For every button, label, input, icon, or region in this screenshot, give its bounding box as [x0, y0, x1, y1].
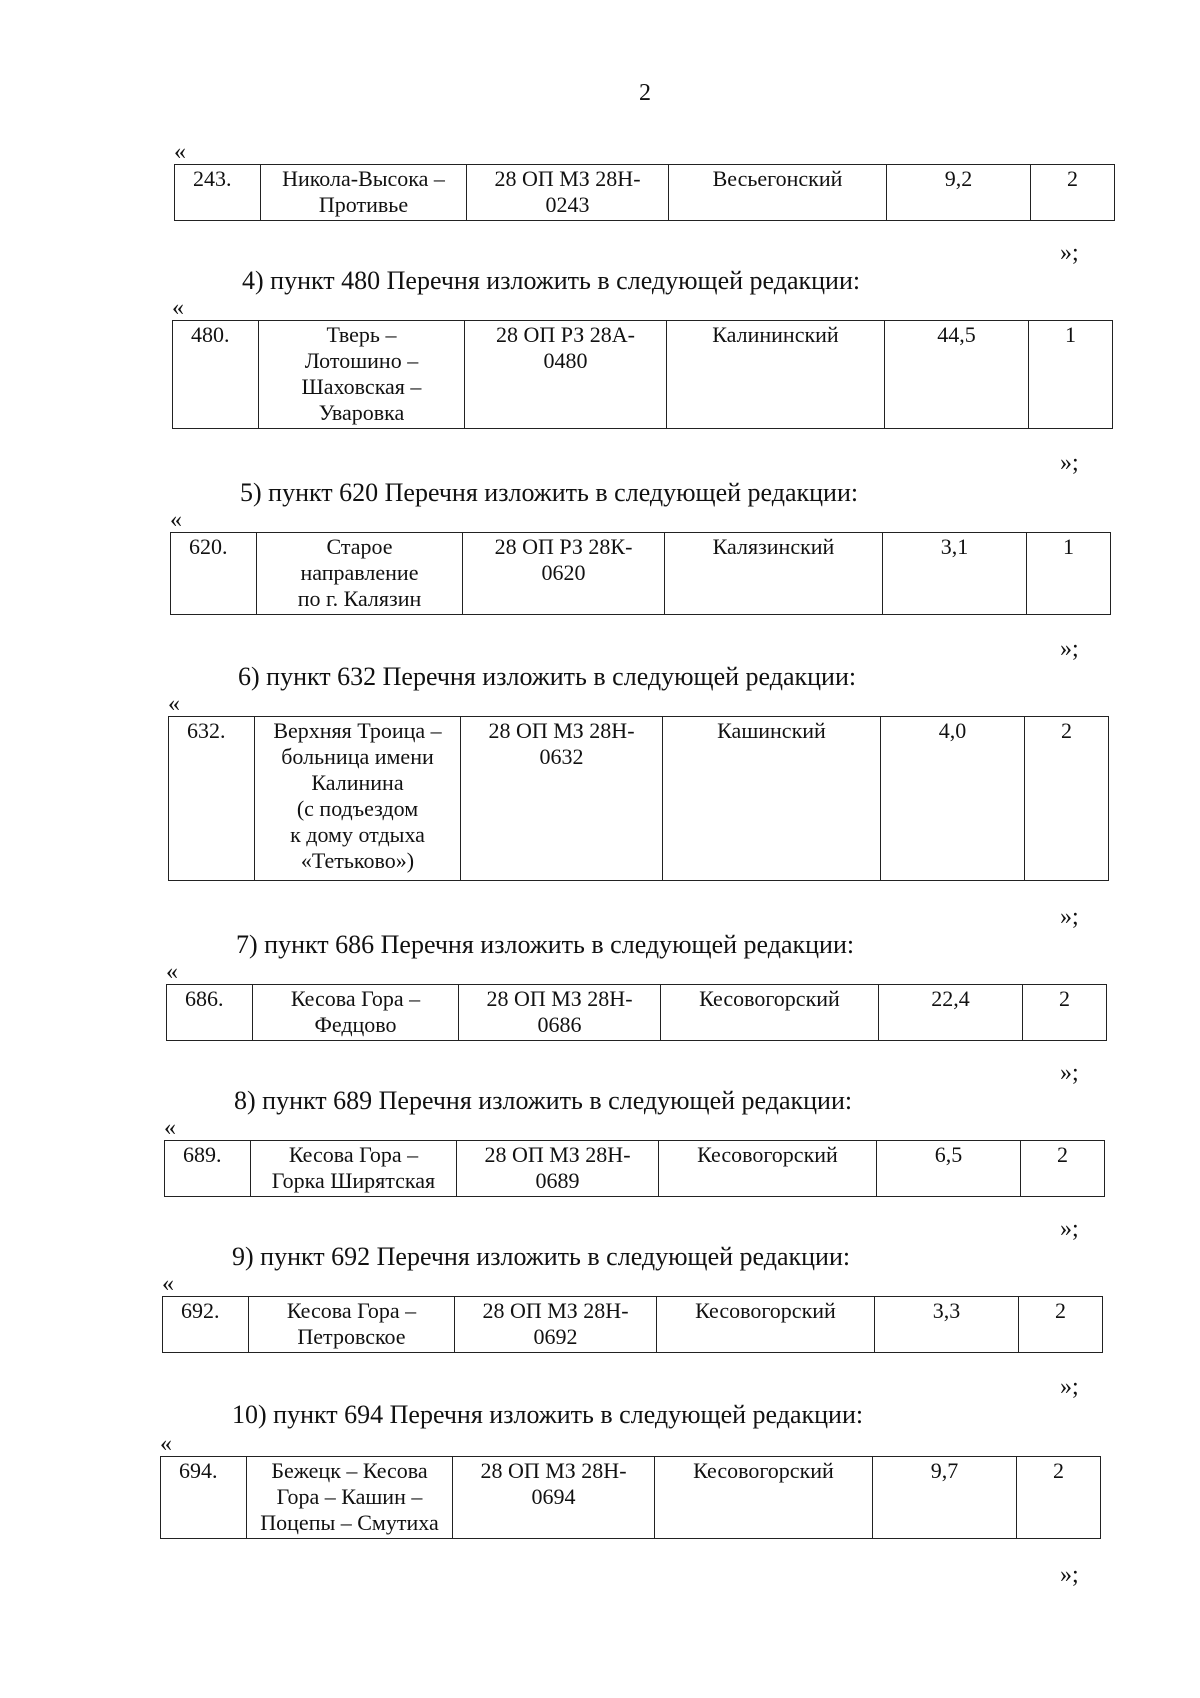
road-name-line: Горка Ширятская: [271, 1168, 436, 1193]
cell-category: 1: [1027, 533, 1111, 615]
table-row: [163, 1297, 1103, 1353]
road-code-line: 28 ОП РЗ 28А-: [495, 322, 635, 347]
road-name-line: Кесова Гора –: [286, 1298, 417, 1323]
cell-road-code: [453, 1457, 655, 1539]
road-name-line: Бежецк – Кесова: [271, 1458, 428, 1483]
cell-district: Кесовогорский: [661, 985, 879, 1041]
cell-length: 9,2: [887, 165, 1031, 221]
road-name-line: Петровское: [297, 1324, 406, 1349]
cell-length: 4,0: [881, 717, 1025, 881]
cell-category: 2: [1019, 1297, 1103, 1353]
road-name-line: больница имени: [281, 744, 434, 769]
cell-length: 3,1: [883, 533, 1027, 615]
cell-number: 689.: [165, 1141, 251, 1197]
cell-number: 243.: [175, 165, 261, 221]
cell-number: 692.: [163, 1297, 249, 1353]
cell-length: 9,7: [873, 1457, 1017, 1539]
road-name-line: Кесова Гора –: [290, 986, 421, 1011]
cell-number: 480.: [173, 321, 259, 429]
table-row: [169, 717, 1109, 881]
opening-quote: «: [170, 507, 182, 533]
entry-table: [166, 984, 1107, 1041]
road-name-line: направление: [300, 560, 419, 585]
cell-road-name: [251, 1141, 457, 1197]
road-code-line: 0632: [539, 744, 584, 769]
entry-block: [172, 296, 1113, 429]
cell-category: 2: [1025, 717, 1109, 881]
opening-quote: «: [166, 959, 178, 985]
cell-category: 2: [1023, 985, 1107, 1041]
road-name-line: Федцово: [314, 1012, 397, 1037]
road-name-line: Верхняя Троица –: [273, 718, 442, 743]
cell-number: 686.: [167, 985, 253, 1041]
closing-quote: »;: [1060, 1060, 1079, 1086]
road-code-line: 0243: [545, 192, 590, 217]
entry-table: [160, 1456, 1101, 1539]
amendment-heading: 5) пункт 620 Перечня изложить в следующей редакции:: [240, 478, 859, 507]
closing-quote: »;: [1060, 450, 1079, 476]
closing-quote: »;: [1060, 1374, 1079, 1400]
cell-road-code: [461, 717, 663, 881]
closing-quote: »;: [1060, 636, 1079, 662]
road-code-line: 0689: [535, 1168, 580, 1193]
road-code-line: 28 ОП МЗ 28Н-: [482, 1298, 629, 1323]
closing-quote: »;: [1060, 240, 1079, 266]
cell-district: Кашинский: [663, 717, 881, 881]
entry-block: [170, 508, 1111, 615]
road-code-line: 28 ОП МЗ 28Н-: [486, 986, 633, 1011]
table-row: [173, 321, 1113, 429]
cell-road-name: [257, 533, 463, 615]
entry-block: [162, 1272, 1103, 1353]
closing-quote: »;: [1060, 1562, 1079, 1588]
table-row: [165, 1141, 1105, 1197]
table-row: [171, 533, 1111, 615]
entry-table: [164, 1140, 1105, 1197]
road-name-line: по г. Калязин: [297, 586, 422, 611]
amendment-heading: 8) пункт 689 Перечня изложить в следующей редакции:: [234, 1086, 853, 1115]
road-name-line: Тверь –: [326, 322, 397, 347]
entry-table: [162, 1296, 1103, 1353]
cell-road-code: [459, 985, 661, 1041]
road-code-line: 0692: [533, 1324, 578, 1349]
opening-quote: «: [168, 691, 180, 717]
road-name-line: Уваровка: [318, 400, 405, 425]
cell-district: Кесовогорский: [659, 1141, 877, 1197]
cell-road-name: [249, 1297, 455, 1353]
road-name-line: Шаховская –: [301, 374, 422, 399]
table-row: [161, 1457, 1101, 1539]
road-name-line: Калинина: [311, 770, 404, 795]
cell-road-code: [455, 1297, 657, 1353]
road-code-line: 28 ОП МЗ 28Н-: [488, 718, 635, 743]
cell-district: Калининский: [667, 321, 885, 429]
amendment-heading: 6) пункт 632 Перечня изложить в следующей редакции:: [238, 662, 857, 691]
road-code-line: 0694: [531, 1484, 576, 1509]
cell-road-code: [463, 533, 665, 615]
road-name-line: Кесова Гора –: [288, 1142, 419, 1167]
road-name-line: Никола-Высока –: [282, 166, 445, 191]
page-number: 2: [639, 80, 651, 106]
cell-category: 1: [1029, 321, 1113, 429]
cell-category: 2: [1017, 1457, 1101, 1539]
road-name-line: Лотошино –: [304, 348, 419, 373]
road-name-line: Гора – Кашин –: [276, 1484, 423, 1509]
cell-road-code: [467, 165, 669, 221]
road-code-line: 0480: [543, 348, 588, 373]
opening-quote: «: [174, 139, 186, 165]
entry-table: [174, 164, 1115, 221]
road-code-line: 28 ОП МЗ 28Н-: [484, 1142, 631, 1167]
entry-block: [168, 692, 1109, 881]
cell-length: 44,5: [885, 321, 1029, 429]
road-code-line: 28 ОП РЗ 28К-: [494, 534, 633, 559]
closing-quote: »;: [1060, 1216, 1079, 1242]
road-name-line: к дому отдыха: [290, 822, 425, 847]
opening-quote: «: [172, 295, 184, 321]
cell-district: Кесовогорский: [655, 1457, 873, 1539]
amendment-heading: 10) пункт 694 Перечня изложить в следующей редакции:: [232, 1400, 864, 1429]
entry-block: [174, 140, 1115, 221]
closing-quote: »;: [1060, 904, 1079, 930]
cell-district: Весьегонский: [669, 165, 887, 221]
entry-block: [164, 1116, 1105, 1197]
cell-length: 22,4: [879, 985, 1023, 1041]
road-name-line: «Тетьково»): [300, 848, 415, 873]
entry-block: [166, 960, 1107, 1041]
road-code-line: 28 ОП МЗ 28Н-: [480, 1458, 627, 1483]
cell-number: 694.: [161, 1457, 247, 1539]
cell-road-name: [247, 1457, 453, 1539]
road-code-line: 28 ОП МЗ 28Н-: [494, 166, 641, 191]
cell-road-name: [255, 717, 461, 881]
cell-number: 620.: [171, 533, 257, 615]
cell-road-code: [465, 321, 667, 429]
opening-quote: «: [164, 1115, 176, 1141]
cell-category: 2: [1021, 1141, 1105, 1197]
entry-table: [170, 532, 1111, 615]
entry-block: [160, 1432, 1101, 1539]
cell-road-name: [259, 321, 465, 429]
road-name-line: Старое: [326, 534, 393, 559]
cell-district: Калязинский: [665, 533, 883, 615]
road-name-line: (с подъездом: [296, 796, 419, 821]
opening-quote: «: [162, 1271, 174, 1297]
cell-category: 2: [1031, 165, 1115, 221]
amendment-heading: 9) пункт 692 Перечня изложить в следующей редакции:: [232, 1242, 851, 1271]
opening-quote: «: [160, 1431, 172, 1457]
amendment-heading: 4) пункт 480 Перечня изложить в следующей редакции:: [242, 266, 861, 295]
cell-length: 6,5: [877, 1141, 1021, 1197]
amendment-heading: 7) пункт 686 Перечня изложить в следующей редакции:: [236, 930, 855, 959]
cell-road-name: [261, 165, 467, 221]
road-code-line: 0686: [537, 1012, 582, 1037]
road-name-line: Поцепы – Смутиха: [260, 1510, 439, 1535]
table-row: [175, 165, 1115, 221]
cell-length: 3,3: [875, 1297, 1019, 1353]
road-code-line: 0620: [541, 560, 586, 585]
table-row: [167, 985, 1107, 1041]
cell-road-name: [253, 985, 459, 1041]
road-name-line: Противье: [318, 192, 409, 217]
cell-road-code: [457, 1141, 659, 1197]
entry-table: [168, 716, 1109, 881]
entry-table: [172, 320, 1113, 429]
cell-number: 632.: [169, 717, 255, 881]
cell-district: Кесовогорский: [657, 1297, 875, 1353]
